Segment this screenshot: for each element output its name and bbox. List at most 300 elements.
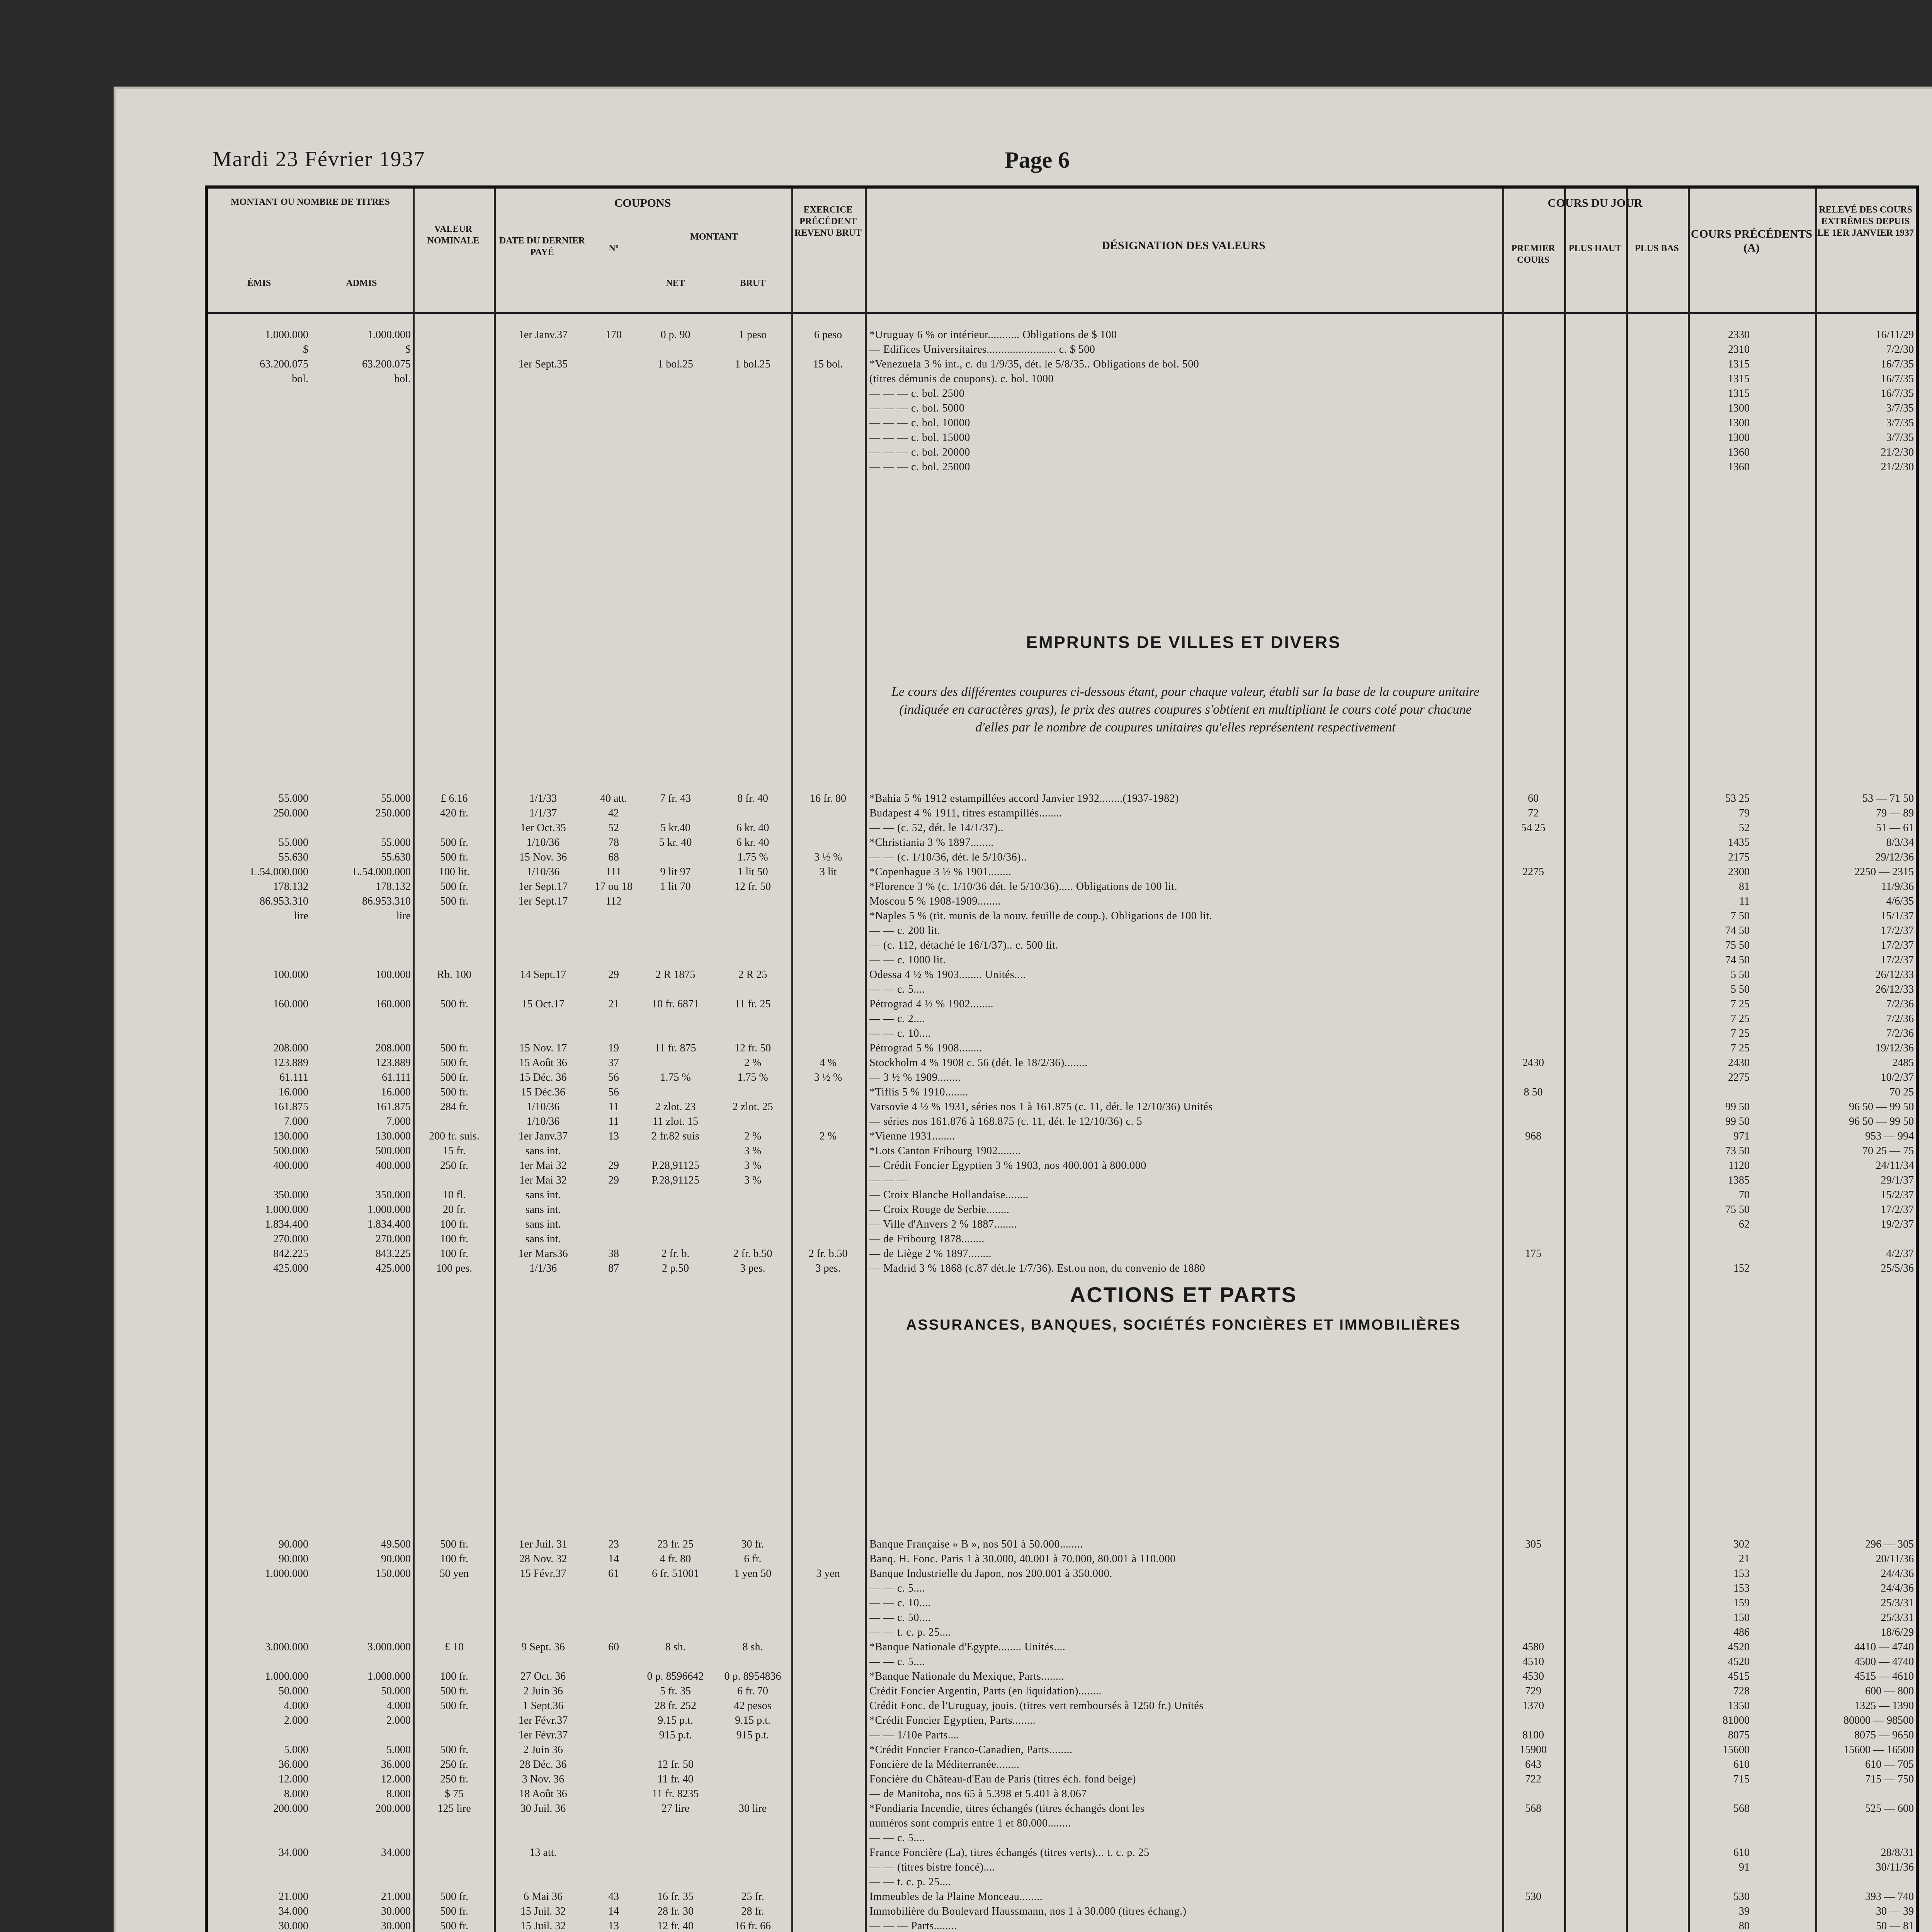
cell-rel: 15/2/37 <box>1881 1189 1914 1201</box>
cell-admis: 55.000 <box>381 793 411 804</box>
cell-rel: 1325 — 1390 <box>1854 1700 1914 1712</box>
header-releve: RELEVÉ DES COURS EXTRÊMES DEPUIS LE 1ER JANVIER 1937 <box>1817 205 1914 238</box>
table-row <box>208 401 1916 416</box>
cell-valeur: 100 fr. <box>440 1553 469 1565</box>
header-valeur: VALEUR NOMINALE <box>427 224 480 246</box>
cell-prec: 5 50 <box>1731 969 1750 981</box>
cell-date: 13 att. <box>529 1847 557 1859</box>
cell-net: 2 p.50 <box>662 1262 689 1274</box>
cell-brut: 11 fr. 25 <box>735 998 771 1010</box>
cell-brut: 12 fr. 50 <box>734 881 771 893</box>
cell-name: — — c. 10.... <box>869 1597 931 1609</box>
cell-prec: 2430 <box>1728 1057 1750 1069</box>
table-row <box>208 1202 1916 1217</box>
table-row <box>208 1611 1916 1625</box>
cell-valeur: 10 fl. <box>442 1189 466 1201</box>
cell-prec: 4520 <box>1728 1641 1750 1653</box>
cell-name: — — c. 200 lit. <box>869 925 940 937</box>
cell-net: 11 fr. 40 <box>657 1773 694 1785</box>
table-row <box>208 1056 1916 1070</box>
cell-no: 19 <box>608 1042 619 1054</box>
cell-date: 1/10/36 <box>526 1101 560 1113</box>
table-row <box>208 894 1916 909</box>
cell-brut: 1 yen 50 <box>734 1568 772 1580</box>
cell-rel: 18/6/29 <box>1881 1626 1914 1638</box>
page-date: Mardi 23 Février 1937 <box>213 147 425 171</box>
cell-net: 4 fr. 80 <box>660 1553 691 1565</box>
cell-date: 15 Juil. 32 <box>520 1905 566 1917</box>
cell-rel: 8/3/34 <box>1886 837 1914 849</box>
cell-name: — — — c. bol. 10000 <box>869 417 970 429</box>
cell-no: 61 <box>608 1568 619 1580</box>
cell-admis: 150.000 <box>376 1568 411 1580</box>
cell-name: *Copenhague 3 ½ % 1901........ <box>869 866 1012 878</box>
cell-p1: 643 <box>1525 1759 1541 1770</box>
cell-net: 7 fr. 43 <box>660 793 691 804</box>
cell-date: 1er Oct.35 <box>520 822 566 834</box>
cell-p1: 8 50 <box>1524 1086 1543 1098</box>
cell-brut: 2 % <box>744 1057 762 1069</box>
cell-rel: 96 50 — 99 50 <box>1849 1101 1914 1113</box>
cell-p1: 15900 <box>1520 1744 1547 1756</box>
cell-emis: 350.000 <box>273 1189 308 1201</box>
cell-rel: 51 — 61 <box>1876 822 1914 834</box>
cell-date: 1/1/36 <box>529 1262 557 1274</box>
cell-net: 915 p.t. <box>659 1729 692 1741</box>
cell-net: 16 fr. 35 <box>657 1891 694 1903</box>
cell-brut: 16 fr. 66 <box>734 1920 771 1932</box>
cell-prec: 21 <box>1739 1553 1750 1565</box>
cell-net: P.28,91125 <box>651 1174 699 1186</box>
cell-net: 12 fr. 40 <box>657 1920 694 1932</box>
cell-prec: 1315 <box>1728 388 1750 400</box>
cell-rel: 21/2/30 <box>1881 461 1914 473</box>
cell-name: — — c. 5.... <box>869 1832 925 1844</box>
cell-rev: 2 % <box>819 1130 837 1142</box>
cell-valeur: £ 10 <box>445 1641 464 1653</box>
cell-no: 42 <box>608 807 619 819</box>
cell-prec: 80 <box>1739 1920 1750 1932</box>
cell-name: *Florence 3 % (c. 1/10/36 dét. le 5/10/36)..... Obligations de 100 lit. <box>869 881 1177 893</box>
table-row <box>208 821 1916 835</box>
cell-brut: 42 pesos <box>734 1700 772 1712</box>
cell-name: — — c. 5.... <box>869 1582 925 1594</box>
cell-prec: 81000 <box>1723 1714 1750 1726</box>
cell-admis: 1.000.000 <box>367 1204 411 1216</box>
cell-prec: 1315 <box>1728 373 1750 385</box>
cell-net: 28 fr. 252 <box>654 1700 697 1712</box>
cell-emis: 842.225 <box>273 1248 308 1260</box>
cell-prec: 5 50 <box>1731 983 1750 995</box>
cell-rel: 53 — 71 50 <box>1862 793 1914 804</box>
cell-emis: 3.000.000 <box>265 1641 308 1653</box>
cell-net: 2 fr.82 suis <box>651 1130 699 1142</box>
table-row <box>208 342 1916 357</box>
cell-date: 15 Déc. 36 <box>519 1071 567 1083</box>
table-row <box>208 1728 1916 1743</box>
cell-admis: 55.000 <box>381 837 411 849</box>
cell-valeur: 500 fr. <box>440 881 469 893</box>
cell-net: 0 p. 90 <box>660 329 690 341</box>
cell-admis: 208.000 <box>376 1042 411 1054</box>
cell-rel: 15/1/37 <box>1881 910 1914 922</box>
cell-rel: 70 25 — 75 <box>1862 1145 1914 1157</box>
cell-emis: 30.000 <box>279 1920 308 1932</box>
cell-no: 38 <box>608 1248 619 1260</box>
cell-name: — Ville d'Anvers 2 % 1887........ <box>869 1218 1017 1230</box>
cell-valeur: 500 fr. <box>440 1057 469 1069</box>
table-row <box>208 1640 1916 1655</box>
table-row <box>208 1232 1916 1247</box>
cell-name: — Madrid 3 % 1868 (c.87 dét.le 1/7/36). Est.ou non, du convenio de 1880 <box>869 1262 1206 1274</box>
cell-date: sans int. <box>525 1189 561 1201</box>
cell-admis: 400.000 <box>376 1160 411 1172</box>
cell-no: 43 <box>608 1891 619 1903</box>
cell-name: Banq. H. Fonc. Paris 1 à 30.000, 40.001 à 70.000, 80.001 à 110.000 <box>869 1553 1176 1565</box>
cell-date: sans int. <box>525 1204 561 1216</box>
cell-no: 112 <box>605 895 622 907</box>
cell-no: 78 <box>608 837 619 849</box>
cell-valeur: 500 fr. <box>440 851 469 863</box>
cell-brut: 3 pes. <box>740 1262 765 1274</box>
cell-name: — Crédit Foncier Egyptien 3 % 1903, nos 400.001 à 800.000 <box>869 1160 1146 1172</box>
cell-rel: 30/11/36 <box>1876 1861 1914 1873</box>
header-rule <box>208 312 1916 314</box>
cell-admis: 130.000 <box>376 1130 411 1142</box>
table-row <box>208 1875 1916 1889</box>
cell-admis: 8.000 <box>386 1788 411 1800</box>
cell-rel: 11/9/36 <box>1881 881 1914 893</box>
cell-name: Moscou 5 % 1908-1909........ <box>869 895 1001 907</box>
cell-rel: 17/2/37 <box>1881 1204 1914 1216</box>
table-row <box>208 1772 1916 1787</box>
cell-name: *Uruguay 6 % or intérieur........... Obligations de $ 100 <box>869 329 1117 341</box>
cell-net: 27 lire <box>661 1803 690 1815</box>
cell-net: 9 lit 97 <box>660 866 691 878</box>
cell-p1: 72 <box>1528 807 1539 819</box>
cell-rel: 30 — 39 <box>1876 1905 1914 1917</box>
cell-name: *Lots Canton Fribourg 1902........ <box>869 1145 1021 1157</box>
cell-rel: 25/3/31 <box>1881 1597 1914 1609</box>
cell-rel: 3/7/35 <box>1886 417 1914 429</box>
cell-rel: 16/11/29 <box>1876 329 1914 341</box>
newspaper-page <box>116 89 1932 1932</box>
table-row <box>208 1129 1916 1144</box>
cell-p1: 4510 <box>1522 1656 1544 1668</box>
cell-valeur: 500 fr. <box>440 1700 469 1712</box>
cell-prec: 74 50 <box>1725 925 1750 937</box>
cell-no: 37 <box>608 1057 619 1069</box>
cell-name: Immeubles de la Plaine Monceau........ <box>869 1891 1043 1903</box>
cell-emis: $ <box>303 344 308 355</box>
cell-date: 15 Déc.36 <box>520 1086 566 1098</box>
table-row <box>208 416 1916 430</box>
cell-emis: 123.889 <box>273 1057 308 1069</box>
cell-admis: lire <box>396 910 411 922</box>
cell-valeur: 284 fr. <box>440 1101 469 1113</box>
cell-rel: 29/1/37 <box>1881 1174 1914 1186</box>
cell-rel: 26/12/33 <box>1875 969 1914 981</box>
cell-date: 15 Févr.37 <box>520 1568 566 1580</box>
cell-emis: lire <box>294 910 308 922</box>
header-cours-jour: COURS DU JOUR <box>1548 197 1643 209</box>
cell-prec: 1120 <box>1728 1160 1750 1172</box>
cell-date: sans int. <box>525 1218 561 1230</box>
table-row <box>208 1173 1916 1188</box>
cell-rev: 2 fr. b.50 <box>808 1248 848 1260</box>
table-row <box>208 1757 1916 1772</box>
cell-date: 30 Juil. 36 <box>520 1803 566 1815</box>
cell-emis: 270.000 <box>273 1233 308 1245</box>
cell-name: *Banque Nationale du Mexique, Parts........ <box>869 1670 1065 1682</box>
cell-prec: 2175 <box>1728 851 1750 863</box>
table-row <box>208 1743 1916 1757</box>
cell-name: *Bahia 5 % 1912 estampillées accord Janvier 1932........(1937-1982) <box>869 793 1179 804</box>
table-row <box>208 982 1916 997</box>
cell-net: 11 fr. 875 <box>655 1042 696 1054</box>
cell-rel: 19/2/37 <box>1881 1218 1914 1230</box>
cell-net: 28 fr. 30 <box>657 1905 694 1917</box>
cell-name: numéros sont compris entre 1 et 80.000........ <box>869 1817 1071 1829</box>
cell-name: — — (c. 52, dét. le 14/1/37).. <box>869 822 1004 834</box>
table-row <box>208 909 1916 923</box>
cell-brut: 2 % <box>744 1130 762 1142</box>
cell-date: 1er Janv.37 <box>518 1130 568 1142</box>
cell-valeur: 50 yen <box>439 1568 469 1580</box>
cell-name: France Foncière (La), titres échangés (titres verts)... t. c. p. 25 <box>869 1847 1150 1859</box>
cell-name: *Crédit Foncier Egyptien, Parts........ <box>869 1714 1036 1726</box>
cell-brut: 0 p. 8954836 <box>724 1670 781 1682</box>
cell-rel: 953 — 994 <box>1865 1130 1914 1142</box>
cell-valeur: 500 fr. <box>440 1744 469 1756</box>
cell-name: Foncière de la Méditerranée........ <box>869 1759 1020 1770</box>
cell-net: 2 R 1875 <box>655 969 696 981</box>
cell-name: — — c. 5.... <box>869 983 925 995</box>
cell-prec: 2310 <box>1728 344 1750 355</box>
cell-admis: 16.000 <box>381 1086 411 1098</box>
table-row <box>208 1114 1916 1129</box>
cell-emis: 86.953.310 <box>260 895 308 907</box>
cell-date: 1er Mars36 <box>518 1248 568 1260</box>
cell-emis: 100.000 <box>273 969 308 981</box>
cell-name: Stockholm 4 % 1908 c. 56 (dét. le 18/2/36)........ <box>869 1057 1088 1069</box>
cell-no: 17 ou 18 <box>595 881 633 893</box>
cell-p1: 305 <box>1525 1538 1541 1550</box>
cell-rel: 26/12/33 <box>1875 983 1914 995</box>
cell-emis: 50.000 <box>279 1685 308 1697</box>
cell-prec: 53 25 <box>1725 793 1750 804</box>
table-row <box>208 1625 1916 1640</box>
cell-emis: 1.000.000 <box>265 329 308 341</box>
cell-rel: 10/2/37 <box>1881 1071 1914 1083</box>
cell-admis: 1.000.000 <box>367 329 411 341</box>
cell-valeur: 420 fr. <box>440 807 469 819</box>
cell-name: *Vienne 1931........ <box>869 1130 956 1142</box>
cell-valeur: 500 fr. <box>440 1538 469 1550</box>
cell-no: 29 <box>608 969 619 981</box>
cell-valeur: 500 fr. <box>440 1685 469 1697</box>
cell-prec: 7 50 <box>1731 910 1750 922</box>
cell-valeur: 250 fr. <box>440 1160 469 1172</box>
cell-no: 68 <box>608 851 619 863</box>
header-net: NET <box>666 278 685 288</box>
cell-name: — séries nos 161.876 à 168.875 (c. 11, dét. le 12/10/36) c. 5 <box>869 1116 1143 1128</box>
cell-date: 1er Févr.37 <box>518 1714 568 1726</box>
cell-rel: 610 — 705 <box>1865 1759 1914 1770</box>
cell-date: 9 Sept. 36 <box>521 1641 565 1653</box>
cell-emis: 21.000 <box>279 1891 308 1903</box>
cell-valeur: 250 fr. <box>440 1759 469 1770</box>
table-row <box>208 1787 1916 1801</box>
cell-brut: 1.75 % <box>737 851 768 863</box>
cell-net: 5 kr.40 <box>660 822 690 834</box>
table-row <box>208 1655 1916 1669</box>
cell-prec: 73 50 <box>1725 1145 1750 1157</box>
cell-rel: 70 25 <box>1889 1086 1914 1098</box>
cell-prec: 153 <box>1733 1582 1750 1594</box>
cell-date: 15 Nov. 36 <box>519 851 567 863</box>
cell-brut: 6 fr. 70 <box>737 1685 769 1697</box>
cell-p1: 568 <box>1525 1803 1541 1815</box>
cell-name: — Edifices Universitaires........................ c. $ 500 <box>869 344 1095 355</box>
cell-admis: L.54.000.000 <box>352 866 411 878</box>
cell-no: 29 <box>608 1160 619 1172</box>
cell-admis: 100.000 <box>376 969 411 981</box>
cell-rev: 3 lit <box>819 866 837 878</box>
cell-emis: 200.000 <box>273 1803 308 1815</box>
header-plus-bas: PLUS BAS <box>1634 243 1679 253</box>
cell-prec: 1360 <box>1728 461 1750 473</box>
cell-admis: 55.630 <box>381 851 411 863</box>
table-row <box>208 1188 1916 1202</box>
cell-name: — — c. 2.... <box>869 1013 925 1025</box>
table-row <box>208 850 1916 865</box>
header-exercice: EXERCICE PRÉCÉDENT REVENU BRUT <box>794 205 862 238</box>
table-row <box>208 1012 1916 1026</box>
cell-rel: 19/12/36 <box>1875 1042 1914 1054</box>
cell-date: 14 Sept.17 <box>520 969 566 981</box>
cell-rel: 17/2/37 <box>1881 925 1914 937</box>
cell-brut: 8 fr. 40 <box>737 793 769 804</box>
cell-brut: 30 fr. <box>741 1538 764 1550</box>
cell-valeur: 100 pes. <box>436 1262 473 1274</box>
cell-emis: 400.000 <box>273 1160 308 1172</box>
table-row <box>208 923 1916 938</box>
cell-prec: 4520 <box>1728 1656 1750 1668</box>
cell-valeur: 100 lit. <box>439 866 470 878</box>
table-row <box>208 430 1916 445</box>
cell-prec: 1385 <box>1728 1174 1750 1186</box>
cell-valeur: 500 fr. <box>440 1905 469 1917</box>
cell-rel: 600 — 800 <box>1865 1685 1914 1697</box>
cell-admis: 30.000 <box>381 1905 411 1917</box>
cell-name: — (c. 112, détaché le 16/1/37).. c. 500 lit. <box>869 939 1059 951</box>
cell-emis: 161.875 <box>273 1101 308 1113</box>
table-row <box>208 386 1916 401</box>
cell-emis: L.54.000.000 <box>250 866 308 878</box>
cell-emis: 1.000.000 <box>265 1568 308 1580</box>
cell-date: 1/10/36 <box>526 837 560 849</box>
table-row <box>208 1070 1916 1085</box>
table-row <box>208 1247 1916 1261</box>
cell-rel: 16/7/35 <box>1881 388 1914 400</box>
cell-no: 29 <box>608 1174 619 1186</box>
table-row <box>208 1217 1916 1232</box>
cell-admis: 2.000 <box>386 1714 411 1726</box>
cell-brut: 915 p.t. <box>736 1729 769 1741</box>
cell-name: — — t. c. p. 25.... <box>869 1876 951 1888</box>
cell-p1: 60 <box>1528 793 1539 804</box>
table-row <box>208 372 1916 386</box>
cell-net: 8 sh. <box>665 1641 686 1653</box>
cell-rel: 7/2/36 <box>1886 998 1914 1010</box>
cell-p1: 2275 <box>1522 866 1544 878</box>
cell-valeur: 100 fr. <box>440 1670 469 1682</box>
cell-rel: 4500 — 4740 <box>1854 1656 1914 1668</box>
table-row <box>208 968 1916 982</box>
cell-emis: 425.000 <box>273 1262 308 1274</box>
cell-name: — — — Parts........ <box>869 1920 957 1932</box>
cell-prec: 39 <box>1739 1905 1750 1917</box>
cell-emis: 500.000 <box>273 1145 308 1157</box>
cell-prec: 11 <box>1739 895 1750 907</box>
table-row <box>208 1831 1916 1845</box>
cell-name: — — t. c. p. 25.... <box>869 1626 951 1638</box>
cell-rel: 24/4/36 <box>1881 1568 1914 1580</box>
cell-rel: 28/8/31 <box>1881 1847 1914 1859</box>
cell-name: Budapest 4 % 1911, titres estampillés........ <box>869 807 1062 819</box>
table-row <box>208 1158 1916 1173</box>
cell-prec: 62 <box>1739 1218 1750 1230</box>
cell-name: Crédit Fonc. de l'Uruguay, jouis. (titres vert remboursés à 1250 fr.) Unités <box>869 1700 1204 1712</box>
cell-emis: 55.000 <box>279 837 308 849</box>
cell-emis: 208.000 <box>273 1042 308 1054</box>
cell-name: — — c. 50.... <box>869 1612 931 1624</box>
cell-prec: 7 25 <box>1731 1042 1750 1054</box>
cell-p1: 722 <box>1525 1773 1541 1785</box>
cell-rel: 393 — 740 <box>1865 1891 1914 1903</box>
cell-rel: 29/12/36 <box>1875 851 1914 863</box>
cell-emis: 55.000 <box>279 793 308 804</box>
cell-name: *Tiflis 5 % 1910........ <box>869 1086 969 1098</box>
cell-name: — de Liège 2 % 1897........ <box>869 1248 992 1260</box>
cell-prec: 15600 <box>1723 1744 1750 1756</box>
cell-brut: 6 kr. 40 <box>736 822 769 834</box>
table-row <box>208 1537 1916 1552</box>
cell-emis: 16.000 <box>279 1086 308 1098</box>
cell-prec: 99 50 <box>1725 1116 1750 1128</box>
cell-emis: 2.000 <box>284 1714 308 1726</box>
cell-prec: 1300 <box>1728 417 1750 429</box>
cell-admis: 5.000 <box>386 1744 411 1756</box>
cell-valeur: 500 fr. <box>440 1086 469 1098</box>
cell-date: sans int. <box>525 1233 561 1245</box>
cell-name: — — — c. bol. 15000 <box>869 432 970 444</box>
cell-p1: 530 <box>1525 1891 1541 1903</box>
cell-p1: 2430 <box>1522 1057 1544 1069</box>
table-row <box>208 1566 1916 1581</box>
cell-rel: 79 — 89 <box>1876 807 1914 819</box>
cell-net: 10 fr. 6871 <box>651 998 699 1010</box>
cell-rel: 25/5/36 <box>1881 1262 1914 1274</box>
cell-net: 1 lit 70 <box>660 881 691 893</box>
cell-rel: 4410 — 4740 <box>1854 1641 1914 1653</box>
table-row <box>208 1919 1916 1932</box>
cell-p1: 175 <box>1525 1248 1541 1260</box>
page-number: Page 6 <box>1005 147 1070 173</box>
cell-admis: 1.834.400 <box>367 1218 411 1230</box>
cell-emis: 55.630 <box>279 851 308 863</box>
